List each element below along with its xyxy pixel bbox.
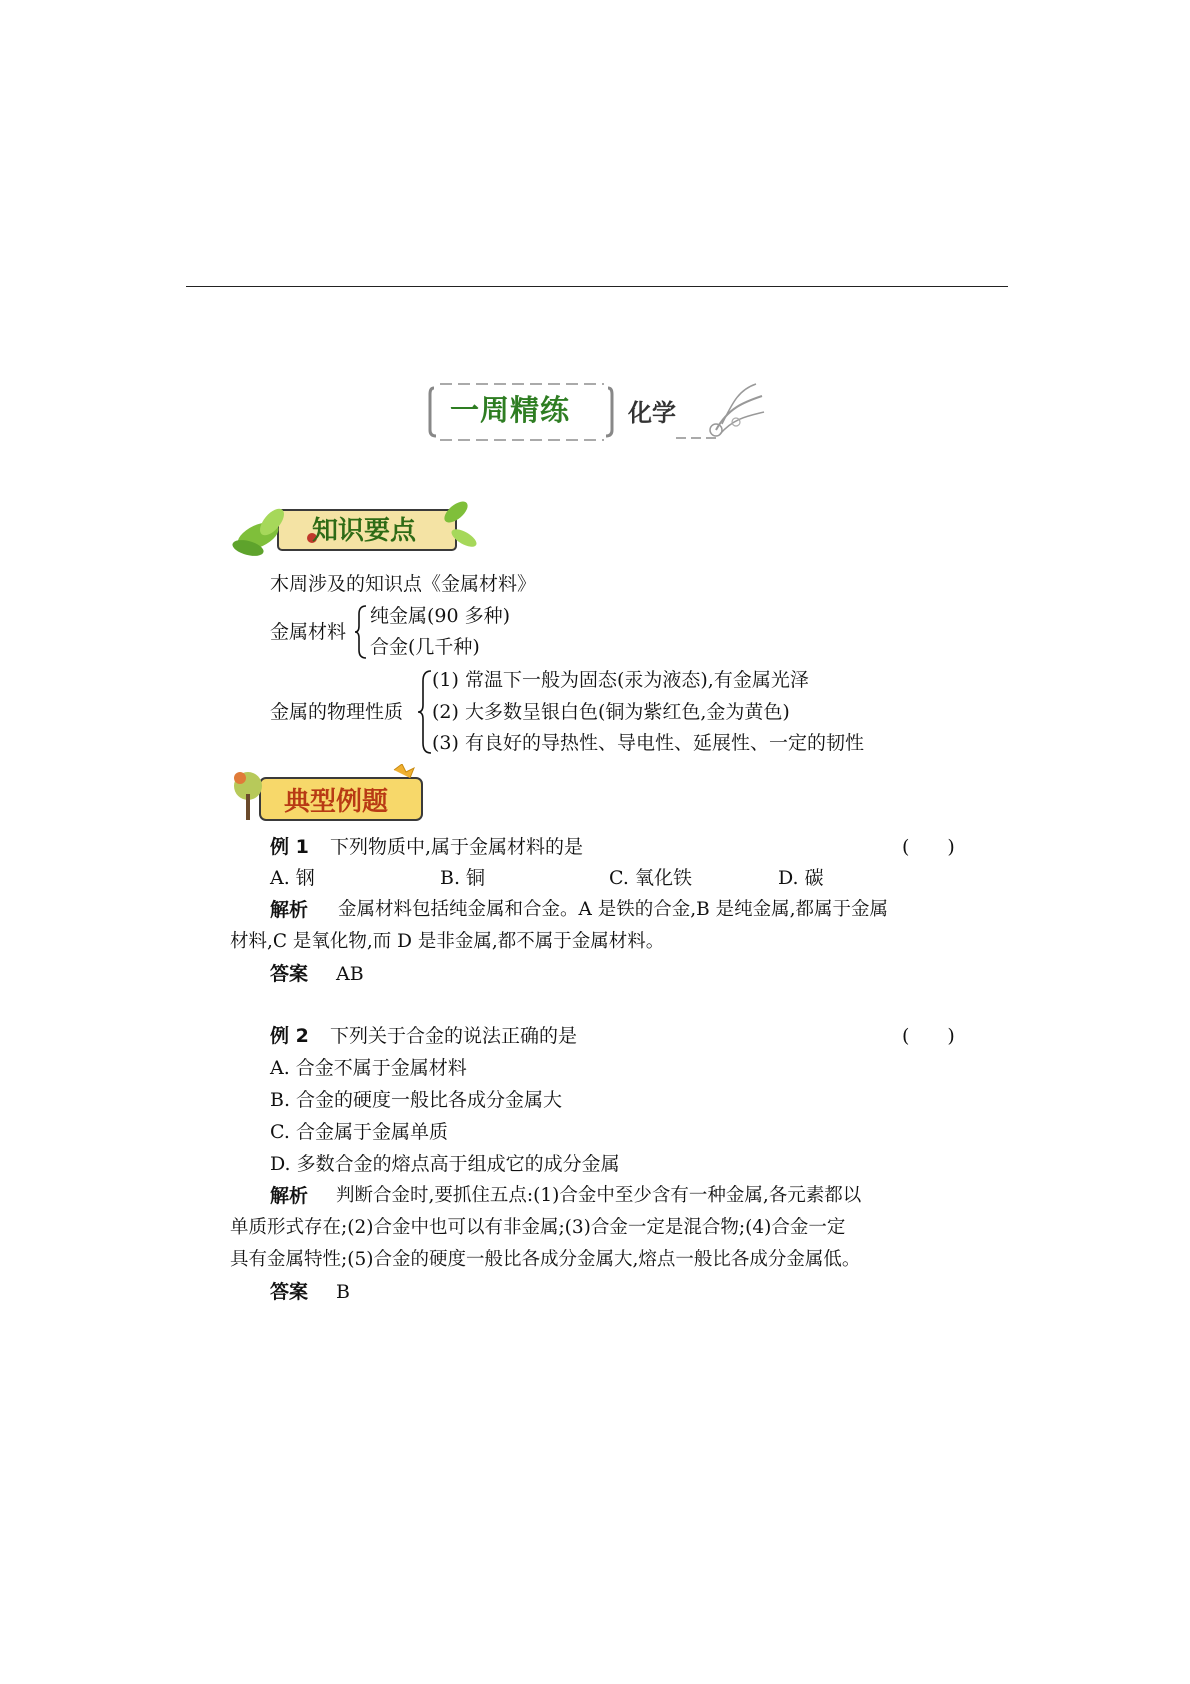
example-2-option-c: C. 合金属于金属单质 [270, 1121, 448, 1143]
brace-metal-materials [354, 604, 368, 660]
example-2-answer: B [336, 1281, 350, 1303]
example-2-analysis-label: 解析 [270, 1185, 309, 1207]
example-2-answer-label: 答案 [270, 1281, 309, 1303]
metal-materials-item-1: 纯金属(90 多种) [370, 605, 511, 627]
top-rule [186, 286, 1008, 287]
physical-property-2: (2) 大多数呈银白色(铜为紫红色,金为黄色) [432, 701, 790, 723]
example-1-option-b: B. 铜 [440, 867, 486, 889]
example-1-label: 例 1 [270, 836, 309, 858]
example-2-question: 下列关于合金的说法正确的是 [330, 1025, 578, 1047]
example-1-question: 下列物质中,属于金属材料的是 [330, 836, 584, 858]
example-2-analysis-line-1: 判断合金时,要抓住五点:(1)合金中至少含有一种金属,各元素都以 [336, 1185, 862, 1206]
knowledge-intro: 木周涉及的知识点《金属材料》 [270, 573, 537, 595]
knowledge-heading: 知识要点 [312, 516, 417, 546]
knowledge-heading-badge [228, 494, 478, 558]
example-1-analysis-line-1: 金属材料包括纯金属和合金。A 是铁的合金,B 是纯金属,都属于金属 [338, 899, 888, 920]
example-1-option-a: A. 钢 [270, 867, 315, 889]
brace-physical-properties [417, 669, 433, 755]
example-1-answer: AB [336, 963, 364, 985]
example-1-analysis-line-2: 材料,C 是氧化物,而 D 是非金属,都不属于金属材料。 [230, 931, 665, 952]
example-2-label: 例 2 [270, 1025, 309, 1047]
physical-property-3: (3) 有良好的导热性、导电性、延展性、一定的韧性 [432, 732, 864, 754]
header-banner [428, 378, 768, 444]
example-1-bracket: ( ) [902, 836, 955, 858]
banner-title: 一周精练 [450, 393, 571, 427]
metal-materials-item-2: 合金(几千种) [370, 636, 480, 658]
example-1-analysis-label: 解析 [270, 899, 309, 921]
example-2-option-d: D. 多数合金的熔点高于组成它的成分金属 [270, 1153, 620, 1175]
example-1-option-d: D. 碳 [778, 867, 824, 889]
example-1-answer-label: 答案 [270, 963, 309, 985]
physical-property-1: (1) 常温下一般为固态(汞为液态),有金属光泽 [432, 669, 809, 691]
example-1-option-c: C. 氧化铁 [609, 867, 692, 889]
example-2-option-b: B. 合金的硬度一般比各成分金属大 [270, 1089, 563, 1111]
examples-heading: 典型例题 [284, 787, 389, 817]
examples-heading-badge [228, 764, 428, 826]
example-2-analysis-line-2: 单质形式存在;(2)合金中也可以有非金属;(3)合金一定是混合物;(4)合金一定 [230, 1217, 846, 1238]
example-2-option-a: A. 合金不属于金属材料 [270, 1057, 467, 1079]
example-2-bracket: ( ) [902, 1025, 955, 1047]
metal-materials-label: 金属材料 [270, 621, 347, 643]
decorative-swirl-icon [676, 378, 766, 442]
banner-subject: 化学 [628, 399, 676, 427]
physical-properties-label: 金属的物理性质 [270, 701, 404, 723]
example-2-analysis-line-3: 具有金属特性;(5)合金的硬度一般比各成分金属大,熔点一般比各成分金属低。 [230, 1249, 861, 1270]
